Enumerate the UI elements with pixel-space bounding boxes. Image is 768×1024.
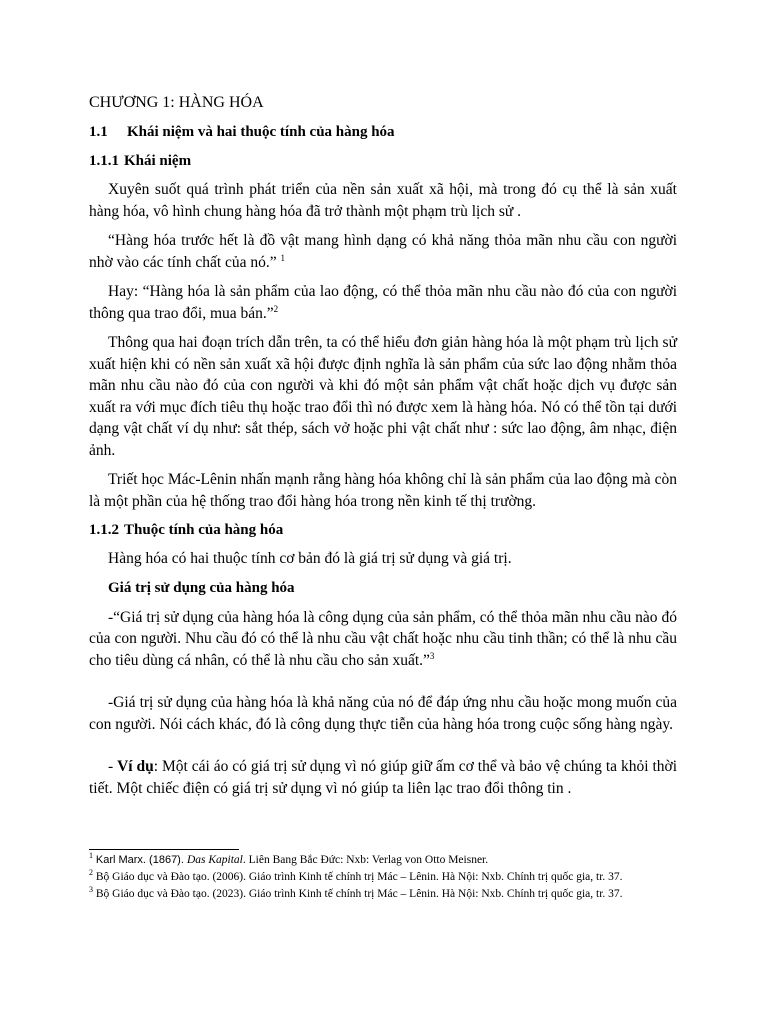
footnote-number: 3 — [89, 885, 93, 895]
section-heading-1-1 — [89, 122, 677, 142]
footnote-ref-3[interactable]: 3 — [429, 650, 435, 661]
footnote-separator — [89, 849, 239, 850]
chapter-title: CHƯƠNG 1: HÀNG HÓA — [89, 94, 264, 111]
paragraph-1: Xuyên suốt quá trình phát triển của nền sản xuất xã hội, mà trong đó cụ thể là sản xuất hàng hóa, vô hình chung hàng hóa đã trở thành một phạm trù lịch sử . — [89, 181, 677, 220]
paragraph-2-text: “Hàng hóa trước hết là đồ vật mang hình dạng có khả năng thỏa mãn nhu cầu con người nhờ vào các tính chất của nó.” — [89, 232, 677, 271]
paragraph-6: Hàng hóa có hai thuộc tính cơ bản đó là giá trị sử dụng và giá trị. — [108, 550, 512, 567]
example-label: Ví dụ — [117, 758, 154, 775]
footnote-ref-1[interactable]: 1 — [280, 252, 286, 263]
sub-heading: Giá trị sử dụng của hàng hóa — [108, 579, 295, 596]
paragraph-3 — [89, 281, 677, 324]
section-number: 1.1.1 — [89, 153, 119, 169]
section-title: Khái niệm và hai thuộc tính của hàng hóa — [127, 124, 395, 140]
footnote-author: Karl Marx. (1867). — [95, 854, 187, 866]
section-heading-1-1-2 — [89, 520, 677, 540]
footnote-1 — [89, 853, 665, 867]
paragraph-8: -Giá trị sử dụng của hàng hóa là khả năng của nó để đáp ứng nhu cầu hoặc mong muốn của con người. Nói cách khác, đó là công dụng thực tiễn của hàng hóa trong cuộc sống hàng ngày. — [89, 694, 677, 733]
paragraph-7 — [89, 607, 677, 672]
paragraph-4: Thông qua hai đoạn trích dẫn trên, ta có thể hiểu đơn giản hàng hóa là một phạm trù lịch sử xuất hiện khi có nền sản xuất xã hội được định nghĩa là sản phẩm của sức lao động nhằm thỏa mãn nhu cầu nào đó của con người và khi đó một sản phẩm vật chất hoặc dịch vụ được sản xuất ra với mục đích tiêu thụ hoặc trao đổi thì nó được xem là hàng hóa. Nó có thể tồn tại dưới dạng vật chất ví dụ như: sắt thép, sách vở hoặc phi vật chất như : sức lao động, âm nhạc, điện ảnh. — [89, 334, 677, 459]
spacer — [89, 679, 677, 692]
paragraph-9 — [89, 756, 677, 799]
spacer — [89, 743, 677, 756]
section-heading-1-1-1 — [89, 151, 677, 171]
main-content — [89, 92, 677, 807]
section-title: Khái niệm — [124, 153, 192, 169]
footnote-2 — [89, 870, 665, 884]
section-number: 1.1.2 — [89, 522, 119, 538]
footnote-number: 2 — [89, 868, 93, 878]
footnote-text: Bộ Giáo dục và Đào tạo. (2023). Giáo trình Kinh tế chính trị Mác – Lênin. Hà Nội: Nxb. Chính trị quốc gia, tr. 37. — [95, 888, 623, 900]
paragraph-9-text: : Một cái áo có giá trị sử dụng vì nó giúp giữ ấm cơ thể và bảo vệ chúng ta khỏi thời tiết. Một chiếc điện có giá trị sử dụng vì nó giúp ta liên lạc trao đổi thông tin . — [89, 758, 677, 797]
paragraph-3-text: Hay: “Hàng hóa là sản phẩm của lao động, có thể thỏa mãn nhu cầu nào đó của con người thông qua trao đổi, mua bán.” — [89, 283, 677, 322]
paragraph-5: Triết học Mác-Lênin nhấn mạnh rằng hàng hóa không chỉ là sản phẩm của lao động mà còn là một phần của hệ thống trao đổi hàng hóa trong nền kinh tế thị trường. — [89, 471, 677, 510]
footnote-title: Das Kapital — [186, 854, 243, 866]
paragraph-9-prefix: - — [108, 758, 118, 775]
paragraph-7-text: -“Giá trị sử dụng của hàng hóa là công dụng của sản phẩm, có thể thỏa mãn nhu cầu nào đó của con người. Nhu cầu đó có thể là nhu cầu vật chất hoặc nhu cầu tinh thần; có thể là nhu cầu cho tiêu dùng cá nhân, có thể là nhu cầu cho sản xuất.” — [89, 608, 677, 669]
footnote-text: Bộ Giáo dục và Đào tạo. (2006). Giáo trình Kinh tế chính trị Mác – Lênin. Hà Nội: Nxb. Chính trị quốc gia, tr. 37. — [95, 871, 623, 883]
section-title: Thuộc tính của hàng hóa — [124, 522, 284, 538]
footnotes — [89, 853, 665, 904]
footnote-text: . Liên Bang Bắc Đức: Nxb: Verlag von Otto Meisner. — [242, 854, 489, 866]
footnote-number: 1 — [89, 851, 93, 861]
footnote-3 — [89, 887, 665, 901]
footnote-ref-2[interactable]: 2 — [273, 303, 279, 314]
paragraph-2 — [89, 230, 677, 273]
section-number: 1.1 — [89, 124, 108, 140]
